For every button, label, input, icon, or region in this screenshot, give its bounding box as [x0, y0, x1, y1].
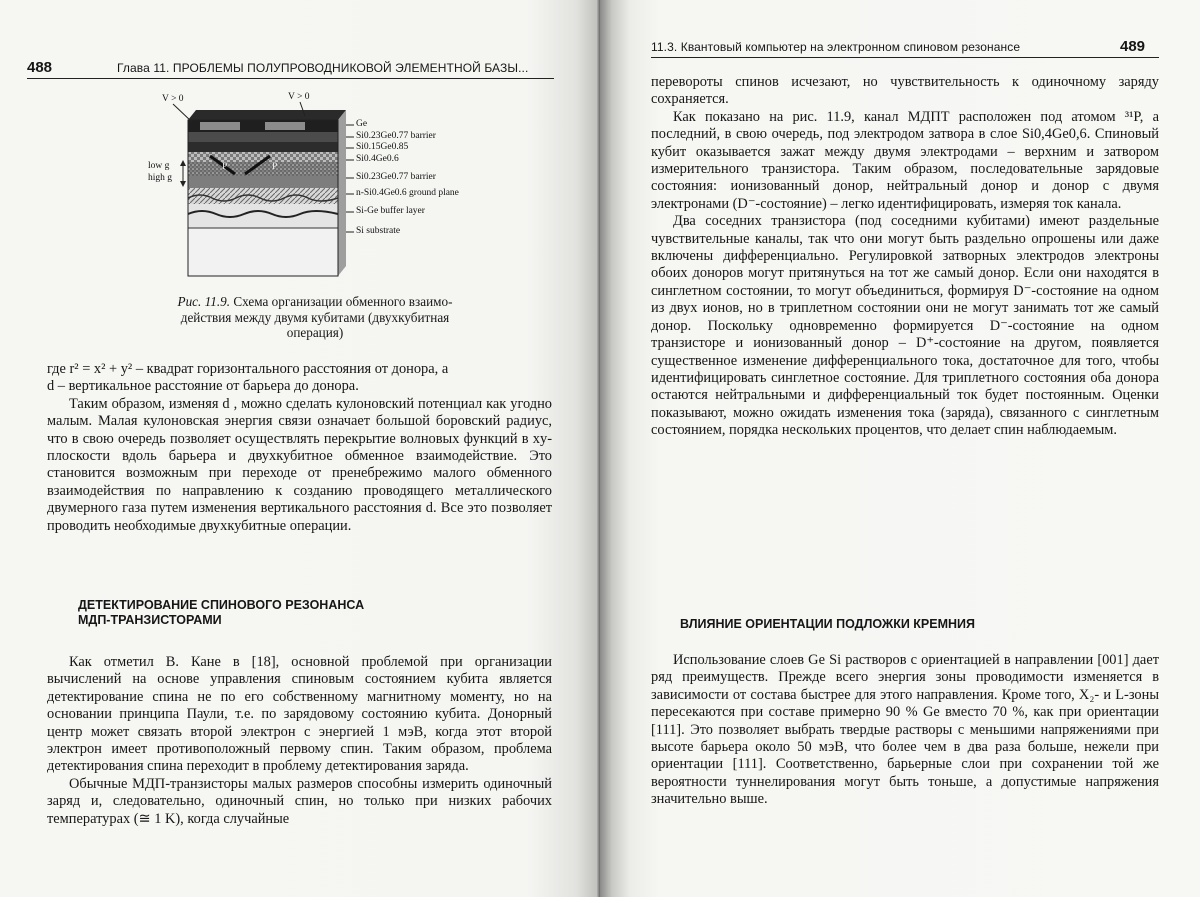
donor-label-right: P — [272, 162, 278, 172]
paragraph: d – вертикальное расстояние от барьера до донора. — [47, 378, 359, 395]
layer-label-3: Si0.15Ge0.85 — [356, 142, 409, 152]
right-page — [600, 0, 1200, 897]
figure-caption-label: Рис. 11.9. — [177, 294, 231, 309]
layer-label-7: Si-Ge buffer layer — [356, 206, 425, 216]
layer-label-4: Si0.4Ge0.6 — [356, 154, 399, 164]
paragraph: Как отметил В. Кане в [18], основной проблемой при организации вычислений на основе управления спиновым состоянием кубита является детектирование спина не по его собственному магнитному моменту, но на основании принципа Паули, т.е. по зарядовому состоянию кубита. Донорный центр может связать второй электрон с энергией 1 мэВ, когда этот второй электрон имеет противоположный первому спин. Таким образом, проблема детектирования спина переходит в проблему детектирования заряда. — [47, 654, 552, 775]
low-g-label: low g — [148, 161, 170, 171]
section-heading-line-1: ДЕТЕКТИРОВАНИЕ СПИНОВОГО РЕЗОНАНСА — [78, 598, 365, 612]
paragraph: где r² = x² + y² – квадрат горизонтального расстояния от донора, а — [47, 361, 449, 377]
paragraph: Таким образом, изменяя d , можно сделать кулоновский потенциал как угодно малым. Малая кулоновская энергия связи означает большой боровский радиус, что в свою очередь позволяет осуществлять перекрытие волновых функций в xy-плоскости вдоль барьера и двухкубитное обменное взаимодействие. Это становится возможным при переходе от пренебрежимо малого обменного взаимодействия по направлению к созданию проводящего металлического двумерного газа путем изменения вертикального расстояния d. Все это позволяет проводить необходимые двухкубитные операции. — [47, 395, 552, 534]
right-text-block-1 — [651, 74, 1159, 440]
running-head: Глава 11. ПРОБЛЕМЫ ПОЛУПРОВОДНИКОВОЙ ЭЛЕМЕНТНОЙ БАЗЫ... — [117, 61, 529, 75]
voltage-label-right: V > 0 — [288, 92, 310, 102]
layer-label-2: Si0.23Ge0.77 barrier — [356, 131, 436, 141]
figure-caption-line-1: Схема организации обменного взаимо- — [233, 294, 453, 309]
paragraph: Два соседних транзистора (под соседними кубитами) имеют раздельные чувствительные каналы, так что они могут быть раздельно опрошены или даже включены дифференциально. Регулировкой затворных электродов электроны обоих доноров могут притянуться на тот же самый донор. Если они находятся в синглетном состоянии, то могут объединиться, формируя D⁻-состояние на одном из двух ионов, но в триплетном состоянии они не могут занимать тот же самый донор. Поскольку одновременно формируется D⁻-состояние на одном транзисторе и ионизованный донор – D⁺-состояние на другом, появляется существенное изменение дифференциального тока, достаточное для того, чтобы идентифицировать синглетное состояние. Для триплетного состояния оба донора остаются нейтральными и дифференциальный ток будет постоянным. Оценки показывают, можно ожидать изменения тока (заряда), связанного с синглетным состоянием, порядка нескольких процентов, что делает спин наблюдаемым. — [651, 213, 1159, 439]
figure-caption-line-3: операция) — [286, 325, 344, 340]
header-rule — [651, 57, 1159, 58]
layer-label-8: Si substrate — [356, 226, 401, 236]
section-heading — [78, 598, 364, 628]
layer-label-1: Ge — [356, 119, 368, 129]
header-rule — [27, 78, 554, 79]
high-g-label: high g — [148, 173, 173, 183]
voltage-label-left: V > 0 — [162, 94, 184, 104]
layer-label-5: Si0.23Ge0.77 barrier — [356, 172, 436, 182]
paragraph: перевороты спинов исчезают, но чувствительность к одиночному заряду сохраняется. — [651, 74, 1159, 108]
figure-caption — [130, 294, 500, 341]
layer-label-6: n-Si0.4Ge0.6 ground plane — [356, 188, 459, 198]
left-text-block-2 — [47, 654, 552, 828]
figure-11-9 — [140, 88, 490, 288]
paragraph: Использование слоев Ge Si растворов с ориентацией в направлении [001] дает ряд преимуществ. Прежде всего энергия зоны проводимости изменяется в зависимости от состава быстрее для этого направления. Кроме того, X₂- и L-зоны пересекаются при составе примерно 90 % Ge вместо 70 %, как при ориентации [111]. Это позволяет выбрать твердые растворы с меньшими напряжениями при высоте барьера около 50 мэВ, что более чем в два раза больше, нежели при ориентации [111]. Соответственно, барьерные слои при сохранении той же вероятности туннелирования могут быть тоньше, а допустимые напряжения значительно выше. — [651, 652, 1159, 808]
left-text-block-1 — [47, 361, 552, 535]
paragraph: Как показано на рис. 11.9, канал МДПТ расположен под атомом ³¹P, а последний, в свою очередь, под электродом затвора в слое Si0,4Ge0,6. Спиновый кубит оказывается зажат между двумя электродами – верхним и затвором измерительного транзистора. Таким образом, последовательные зарядовые состояния: ионизованный донор, нейтральный донор и донор с двумя электронами (D⁻-состояние) – легко идентифицировать, измеряя ток канала. — [651, 108, 1159, 212]
donor-label-left: P — [222, 162, 228, 172]
running-head: 11.3. Квантовый компьютер на электронном спиновом резонансе — [651, 40, 1021, 54]
page-number: 489 — [1120, 38, 1146, 55]
section-heading-line-2: МДП-ТРАНЗИСТОРАМИ — [78, 613, 222, 627]
figure-caption-line-2: действия между двумя кубитами (двухкубитная — [180, 309, 450, 325]
right-text-block-2 — [651, 652, 1159, 809]
section-heading: ВЛИЯНИЕ ОРИЕНТАЦИИ ПОДЛОЖКИ КРЕМНИЯ — [680, 617, 976, 631]
paragraph: Обычные МДП-транзисторы малых размеров способны измерить одиночный заряд и, следовательно, одиночный спин, но только при низких рабочих температурах (≅ 1 K), когда случайные — [47, 775, 552, 827]
page-number: 488 — [27, 59, 53, 76]
